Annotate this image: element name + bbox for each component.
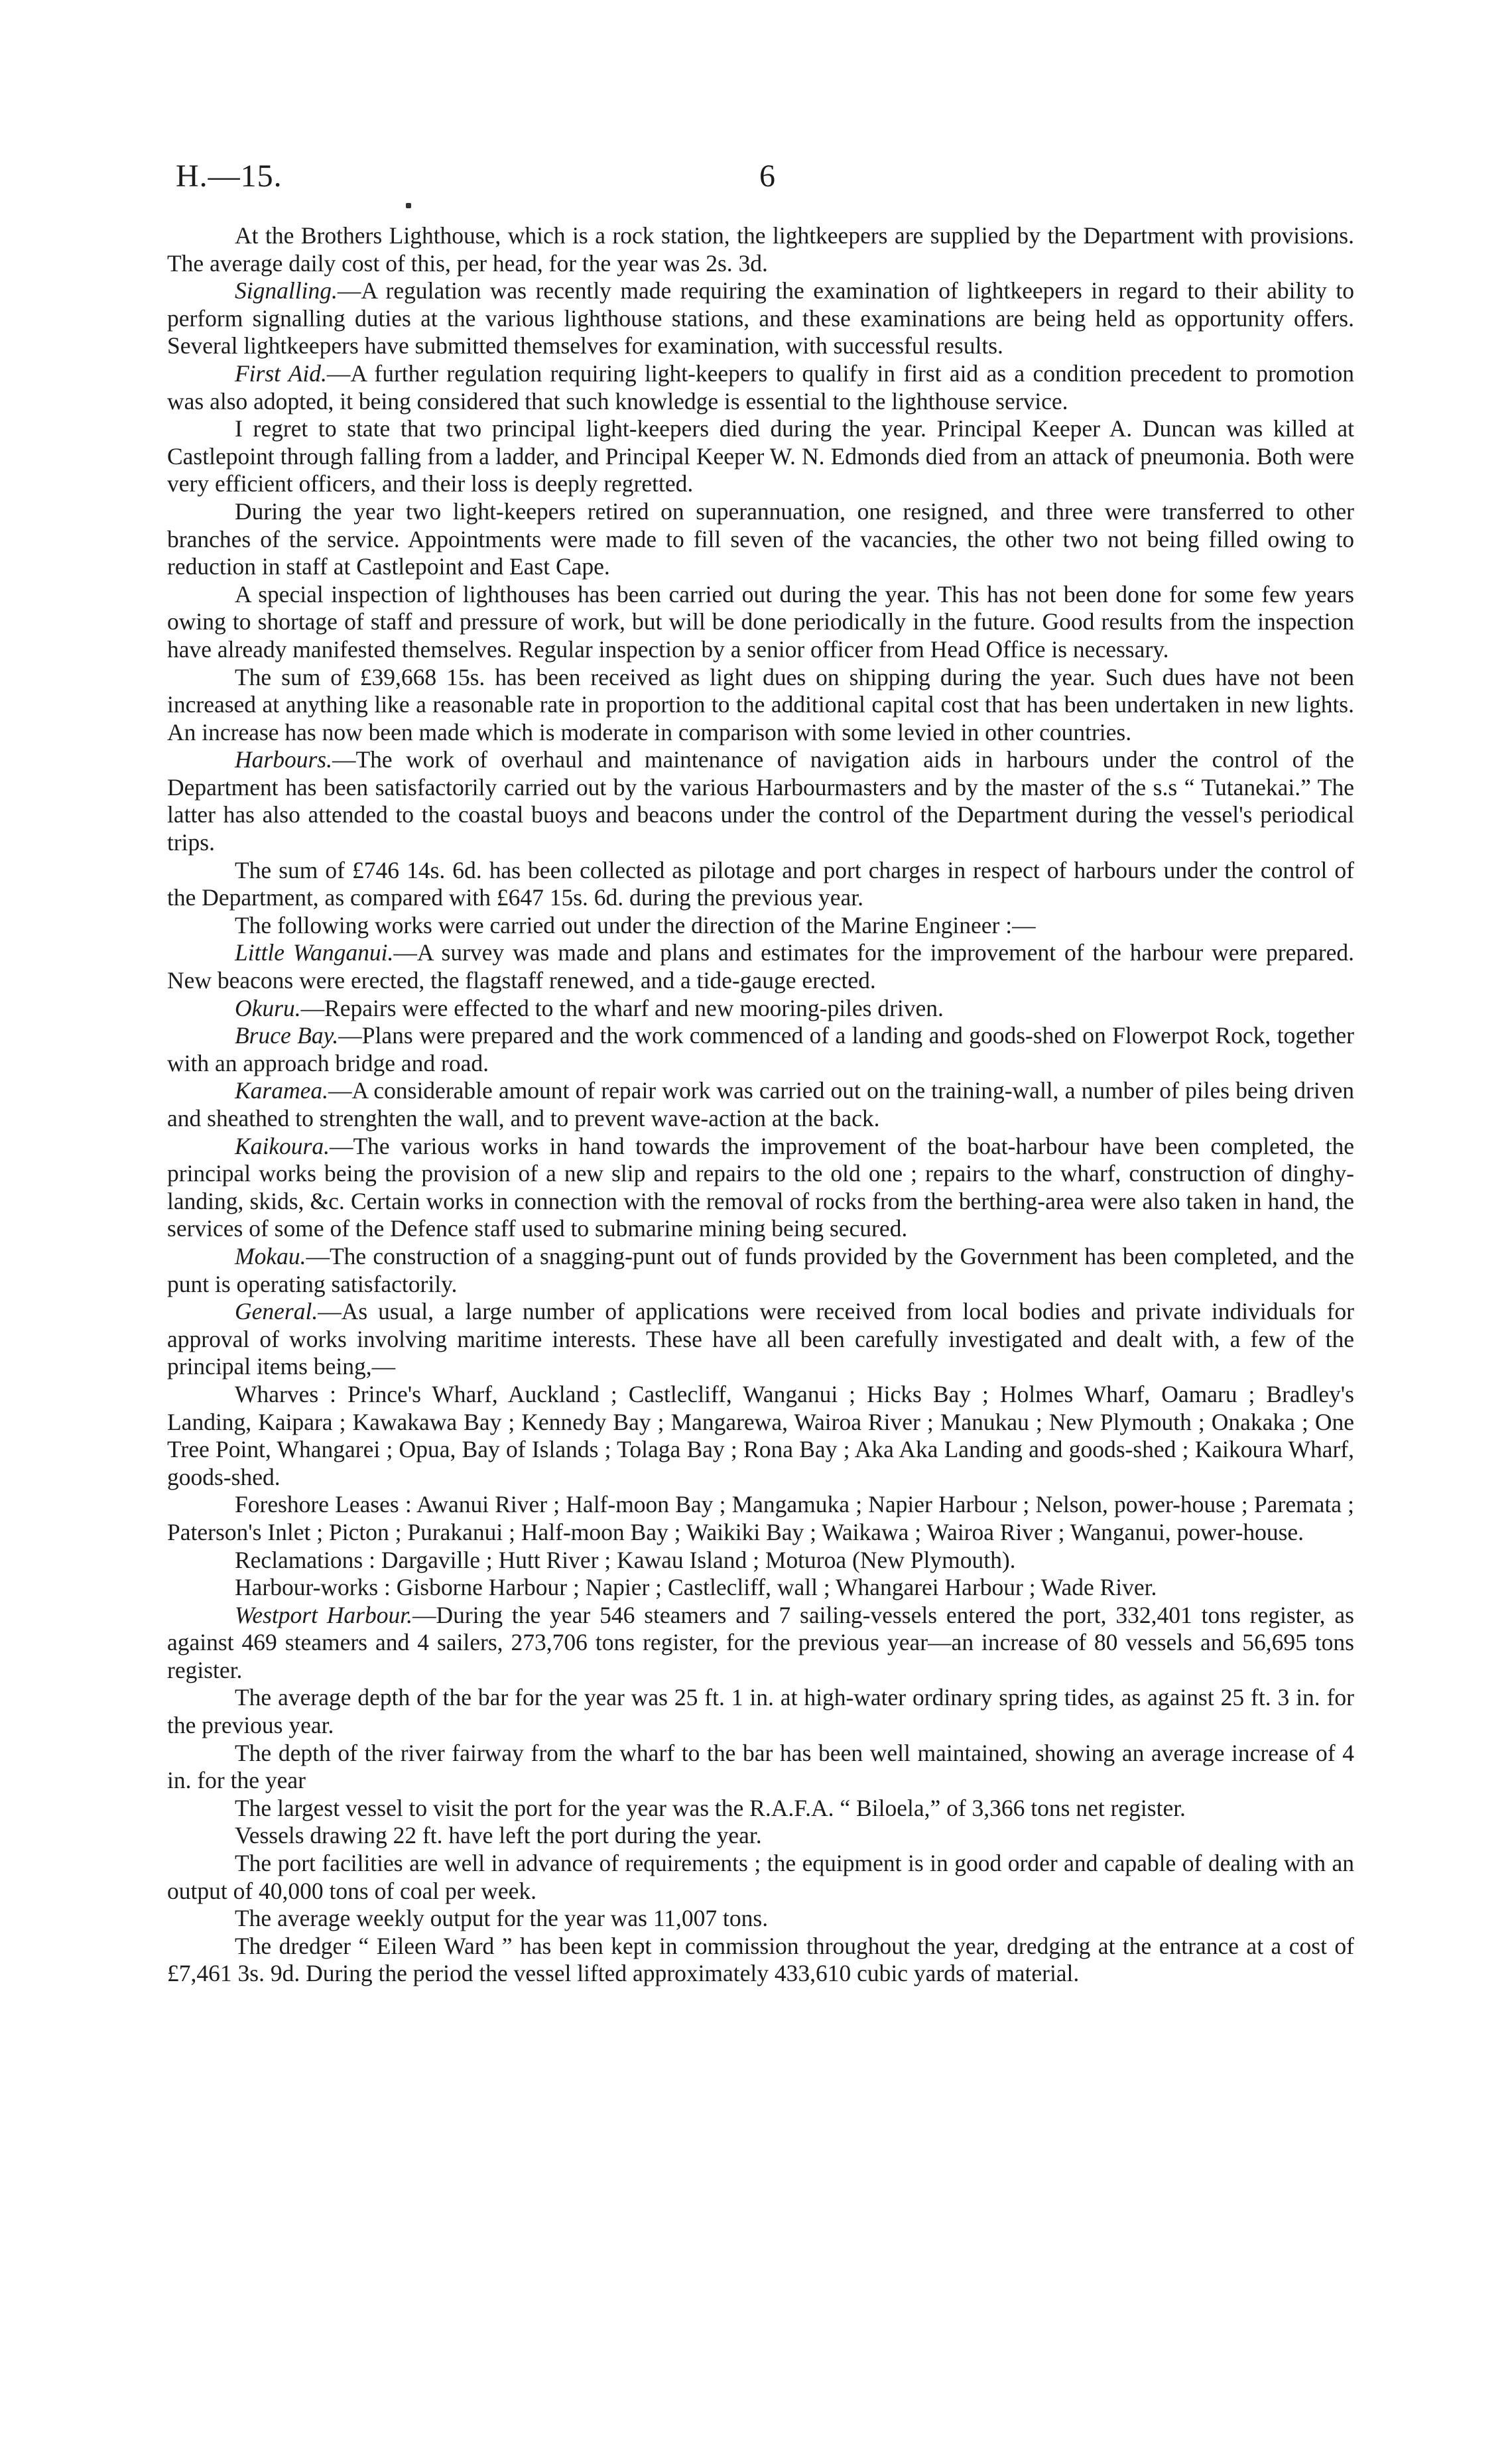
paragraph-bar-depth: The average depth of the bar for the year was 25 ft. 1 in. at high-water ordinary spring tides, as against 25 ft. 3 in. for the previous year. [167,1684,1354,1739]
paragraph-lead: Bruce Bay. [235,1022,339,1049]
paragraph-vessel-draught: Vessels drawing 22 ft. have left the port during the year. [235,1822,762,1849]
paragraph-pilotage: The sum of £746 14s. 6d. has been collected as pilotage and port charges in respect of harbours under the control of the Department, as compared with £647 15s. 6d. during the previous year. [167,856,1354,911]
paragraph-bruce-bay: Bruce Bay.—Plans were prepared and the work commenced of a landing and goods-shed on Flowerpot Rock, together with an approach bridge and road. [167,1022,1355,1076]
paragraph-lead: Mokau. [235,1242,306,1269]
paragraph-weekly-output: The average weekly output for the year was 11,007 tons. [235,1905,769,1932]
page-number: 6 [759,159,775,194]
document-body [167,222,1354,1988]
paragraph-brothers-lighthouse: At the Brothers Lighthouse, which is a rock station, the lightkeepers are supplied by the Department with provisions. The average daily cost of this, per head, for the year was 2s. 3d. [167,222,1354,277]
paragraph-karamea: Karamea.—A considerable amount of repair work was carried out on the training-wall, a number of piles being driven and sheathed to strenghten the wall, and to prevent wave-action at the back. [167,1077,1354,1132]
paragraph-kaikoura: Kaikoura.—The various works in hand towards the improvement of the boat-harbour have been completed, the principal works being the provision of a new slip and repairs to the old one ; repairs to the wharf, construction of dinghy-landing, skids, &c. Certain works in connection with the removal of rocks from the berthing-area were also taken in hand, the services of some of the Defence staff used to submarine mining being secured. [167,1132,1354,1242]
paragraph-deaths: I regret to state that two principal light-keepers died during the year. Principal Keeper A. Duncan was killed at Castlepoint through falling from a ladder, and Principal Keeper W. N. Edmonds died from an attack of pneumonia. Both were very efficient officers, and their loss is deeply regretted. [167,415,1354,497]
paragraph-inspection: A special inspection of lighthouses has been carried out during the year. This has not been done for some few years owing to shortage of staff and pressure of work, but will be done periodically in the future. Good results from the inspection have already manifested themselves. Regular inspection by a senior officer from Head Office is necessary. [167,580,1354,663]
paragraph-lead: General. [235,1298,318,1325]
paragraph-harbours: Harbours.—The work of overhaul and maintenance of navigation aids in harbours under the control of the Department has been satisfactorily carried out by the various Harbourmasters and by the master of the s.s “ Tutanekai.” The latter has also attended to the coastal buoys and beacons under the control of the Department during the vessel's periodical trips. [167,746,1354,856]
document-reference: H.—15. [176,159,283,194]
paragraph-reclamations: Reclamations : Dargaville ; Hutt River ; Kawau Island ; Moturoa (New Plymouth). [235,1546,1016,1573]
paragraph-mokau: Mokau.—The construction of a snagging-punt out of funds provided by the Government has been completed, and the punt is operating satisfactorily. [167,1242,1354,1297]
paragraph-signalling: Signalling.—A regulation was recently made requiring the examination of lightkeepers in regard to their ability to perform signalling duties at the various lighthouse stations, and these examinations are being held as opportunity offers. Several lightkeepers have submitted themselves for examination, with successful results. [167,277,1354,359]
paragraph-staff-changes: During the year two light-keepers retired on superannuation, one resigned, and three were transferred to other branches of the service. Appointments were made to fill seven of the vacancies, the other two not being filled owing to reduction in staff at Castlepoint and East Cape. [167,497,1354,580]
paragraph-general: General.—As usual, a large number of applications were received from local bodies and private individuals for approval of works involving maritime interests. These have all been carefully investigated and dealt with, a few of the principal items being,— [167,1298,1354,1380]
paragraph-port-facilities: The port facilities are well in advance of requirements ; the equipment is in good order and capable of dealing with an output of 40,000 tons of coal per week. [167,1850,1354,1904]
paragraph-largest-vessel: The largest vessel to visit the port for the year was the R.A.F.A. “ Biloela,” of 3,366 tons net register. [235,1794,1186,1821]
paragraph-first-aid: First Aid.—A further regulation requiring light-keepers to qualify in first aid as a condition precedent to promotion was also adopted, it being considered that such knowledge is essential to the lighthouse service. [167,359,1354,415]
paragraph-lead: Little Wanganui. [235,939,394,966]
paragraph-lead: Kaikoura. [235,1132,330,1159]
paragraph-works-intro: The following works were carried out under the direction of the Marine Engineer :— [235,911,1036,939]
paragraph-lead: Karamea. [235,1077,329,1104]
paragraph-fairway-depth: The depth of the river fairway from the wharf to the bar has been well maintained, showing an average increase of 4 in. for the year [167,1739,1354,1794]
paragraph-okuru: Okuru.—Repairs were effected to the wharf and new mooring-piles driven. [235,994,944,1021]
paragraph-lead: Okuru. [235,994,301,1021]
page-header [176,158,1350,198]
paragraph-little-wanganui: Little Wanganui.—A survey was made and plans and estimates for the improvement of the harbour were prepared. New beacons were erected, the flagstaff renewed, and a tide-gauge erected. [167,939,1354,994]
paragraph-lead: Signalling. [235,277,338,304]
print-speck [406,203,411,208]
paragraph-westport-harbour: Westport Harbour.—During the year 546 steamers and 7 sailing-vessels entered the port, 332,401 tons register, as against 469 steamers and 4 sailers, 273,706 tons register, for the previous year—an increase of 80 vessels and 56,695 tons register. [167,1601,1354,1683]
paragraph-dredger: The dredger “ Eileen Ward ” has been kept in commission throughout the year, dredging at the entrance at a cost of £7,461 3s. 9d. During the period the vessel lifted approximately 433,610 cubic yards of material. [167,1932,1354,1987]
paragraph-lead: Westport Harbour. [235,1601,412,1628]
paragraph-lead: First Aid. [235,359,327,387]
paragraph-wharves: Wharves : Prince's Wharf, Auckland ; Castlecliff, Wanganui ; Hicks Bay ; Holmes Wharf, Oamaru ; Bradley's Landing, Kaipara ; Kawakawa Bay ; Kennedy Bay ; Mangarewa, Wairoa River ; Manukau ; New Plymouth ; Onakaka ; One Tree Point, Whangarei ; Opua, Bay of Islands ; Tolaga Bay ; Rona Bay ; Aka Aka Landing and goods-shed ; Kaikoura Wharf, goods-shed. [167,1380,1354,1490]
paragraph-lead: Harbours. [235,746,332,773]
paragraph-light-dues: The sum of £39,668 15s. has been received as light dues on shipping during the year. Such dues have not been increased at anything like a reasonable rate in proportion to the additional capital cost that has been undertaken in new lights. An increase has now been made which is moderate in comparison with some levied in other countries. [167,663,1354,745]
paragraph-foreshore-leases: Foreshore Leases : Awanui River ; Half-moon Bay ; Mangamuka ; Napier Harbour ; Nelson, power-house ; Paremata ; Paterson's Inlet ; Picton ; Purakanui ; Half-moon Bay ; Waikiki Bay ; Waikawa ; Wairoa River ; Wanganui, power-house. [167,1491,1354,1545]
paragraph-harbour-works: Harbour-works : Gisborne Harbour ; Napier ; Castlecliff, wall ; Whangarei Harbour ; Wade River. [235,1574,1157,1601]
